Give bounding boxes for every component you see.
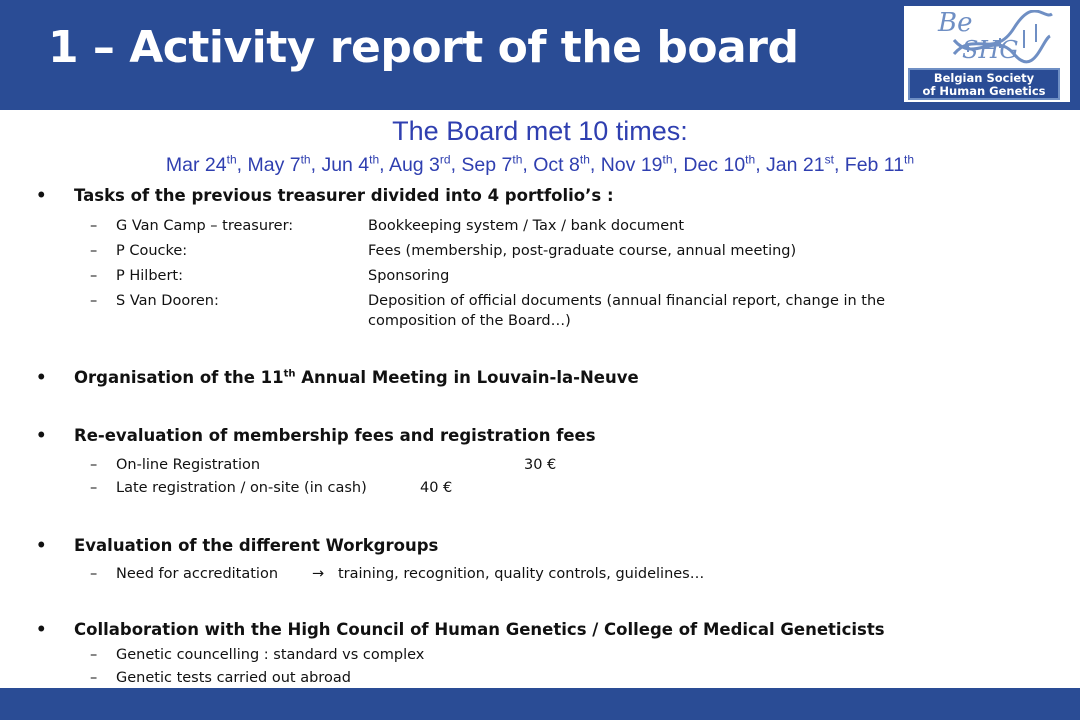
meeting-date: Jun 4th	[321, 152, 380, 176]
meeting-date: Aug 3rd	[388, 152, 451, 176]
arrow-right-icon: →	[312, 566, 325, 582]
logo-society-name: Belgian Society of Human Genetics	[908, 68, 1060, 100]
title-bar	[0, 0, 1080, 110]
meeting-date: Nov 19th	[600, 152, 673, 176]
meeting-date: Feb 11th	[844, 152, 915, 176]
slide-title: 1 – Activity report of the board	[48, 22, 799, 73]
meeting-date: Sep 7th	[461, 152, 523, 176]
meeting-date: Jan 21st	[766, 152, 834, 176]
logo-be-text: Be	[938, 8, 973, 38]
besghg-logo	[904, 6, 1070, 102]
meeting-date: Oct 8th	[533, 152, 590, 176]
meeting-date: May 7th	[247, 152, 311, 176]
meeting-date: Mar 24th	[165, 152, 237, 176]
meeting-dates: Mar 24th, May 7th, Jun 4th, Aug 3rd, Sep 7th, Oct 8th, Nov 19th, Dec 10th, Jan 21st, Feb 11th	[165, 152, 915, 176]
meetings-heading: The Board met 10 times:	[392, 116, 688, 146]
logo-shg-text: SHG	[962, 36, 1019, 64]
meeting-date: Dec 10th	[683, 152, 756, 176]
footer-bar	[0, 688, 1080, 720]
